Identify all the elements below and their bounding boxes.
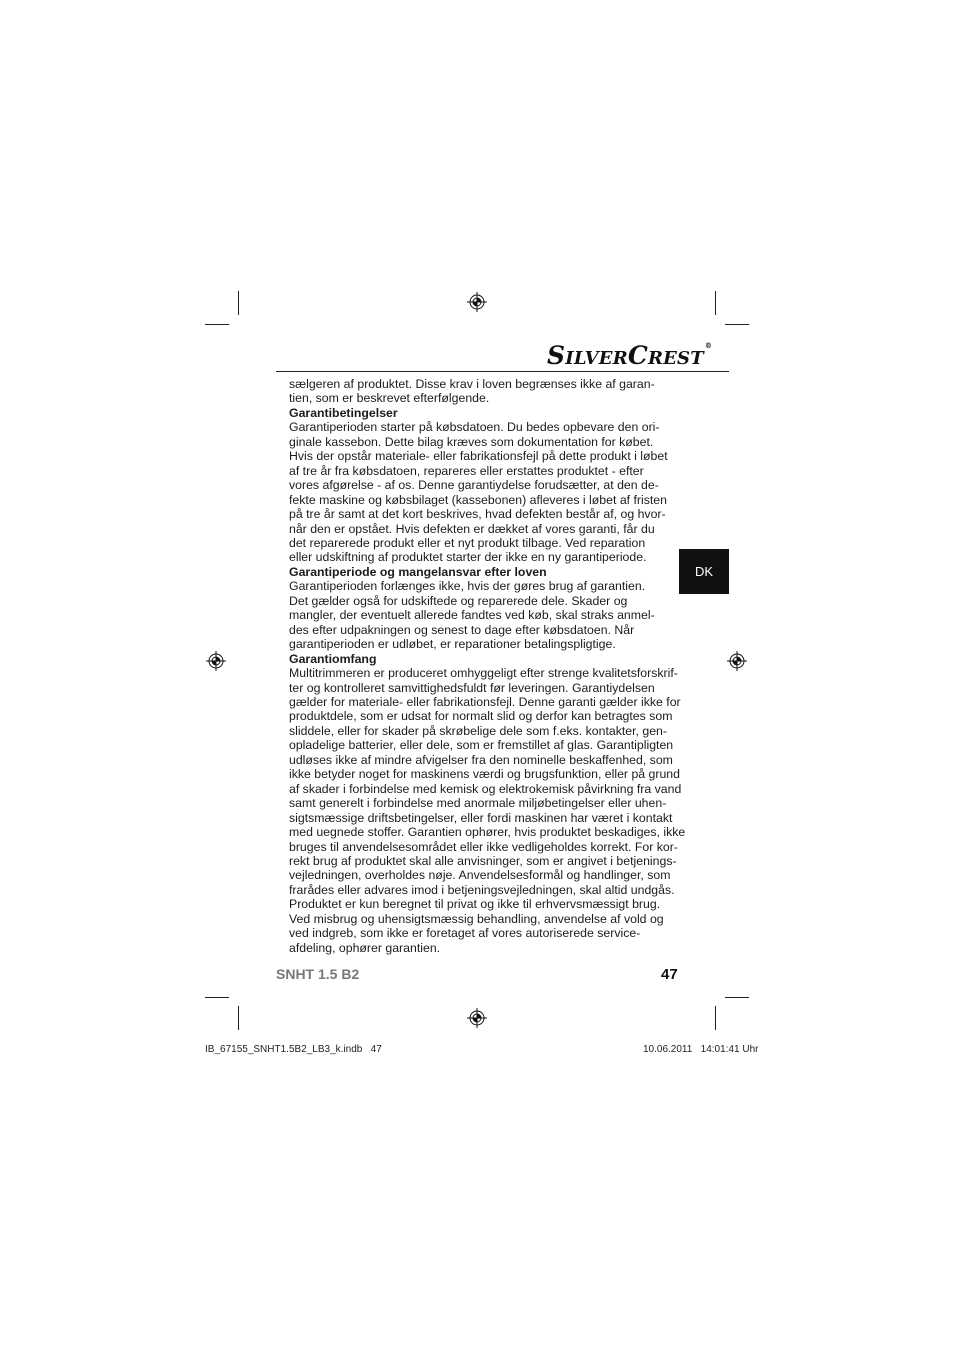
warranty-text	[289, 377, 686, 955]
registration-mark-icon	[467, 292, 487, 312]
body-line: eller udskiftning af produktet starter der ikke en ny garantiperiode.	[289, 550, 647, 565]
body-line: af skader i forbindelse med kemisk og elektrokemisk påvirkning fra vand	[289, 781, 682, 796]
body-line: rekt brug af produktet skal alle anvisninger, som er angivet i betjenings-	[289, 853, 677, 868]
print-slug-file: IB_67155_SNHT1.5B2_LB3_k.indb 47	[205, 1044, 382, 1055]
body-line: opladelige batterier, eller dele, som er fremstillet af glas. Garantipligten	[289, 738, 674, 753]
body-line: ter og kontrolleret samvittighedsfuldt før leveringen. Garantiydelsen	[289, 680, 655, 695]
crop-mark	[725, 997, 749, 998]
body-line: Garantiperioden forlænges ikke, hvis der gøres brug af garantien.	[289, 579, 646, 594]
body-line: Det gælder også for udskiftede og reparerede dele. Skader og	[289, 593, 628, 608]
page-number: 47	[661, 966, 678, 983]
language-tab	[679, 549, 729, 594]
body-line: garantiperioden er udløbet, er reparationer betalingspligtige.	[289, 637, 616, 652]
body-line: vejledningen, overholdes nøje. Anvendelsesformål og handlinger, som	[289, 868, 671, 883]
body-line: Garantiperioden starter på købsdatoen. Du bedes opbevare den ori-	[289, 420, 660, 435]
print-slug-date: 10.06.2011 14:01:41 Uhr	[643, 1044, 759, 1055]
body-line: Produktet er kun beregnet til privat og ikke til erhvervsmæssigt brug.	[289, 897, 661, 912]
body-line: Hvis der opstår materiale- eller fabrikationsfejl på dette produkt i løbet	[289, 449, 668, 464]
crop-mark	[715, 1006, 716, 1030]
body-line: tien, som er beskrevet efterfølgende.	[289, 391, 490, 406]
body-line: des efter udpakningen og senest to dage efter købsdatoen. Når	[289, 622, 635, 637]
body-line: sælgeren af produktet. Disse krav i loven begrænses ikke af garan-	[289, 377, 655, 391]
body-line: produktdele, som er udsat for normalt slid og derfor kan betragtes som	[289, 709, 673, 724]
body-line: Multitrimmeren er produceret omhyggeligt efter strenge kvalitetsforskrif-	[289, 666, 678, 681]
body-line: bruges til anvendelsesområdet eller ikke vedligeholdes korrekt. For kor-	[289, 839, 678, 854]
body-line: med uegnede stoffer. Garantien ophører, hvis produktet beskadiges, ikke	[289, 825, 686, 840]
body-line: sigtsmæssige driftsbetingelser, eller fordi maskinen har været i kontakt	[289, 810, 673, 825]
header-rule	[276, 371, 729, 372]
body-line: afdeling, ophører garantien.	[289, 940, 441, 955]
registration-mark-icon	[467, 1008, 487, 1028]
body-line: ikke betyder noget for maskinens værdi og brugsfunktion, eller på grund	[289, 767, 680, 782]
section-heading: Garantiomfang	[289, 651, 377, 666]
crop-mark	[715, 291, 716, 315]
body-line: samt generelt i forbindelse med anormale miljøbetingelser eller uhen-	[289, 796, 667, 811]
language-tab-label: DK	[694, 564, 714, 579]
body-line: sliddele, eller for skader på skrøbelige dele som f.eks. kontakter, gen-	[289, 723, 667, 738]
body-line: gælder for materiale- eller fabrikationsfejl. Denne garanti gælder ikke for	[289, 694, 681, 709]
body-line: på tre år samt at det kort beskrives, hvad defekten består af, og hvor-	[289, 507, 666, 522]
body-line: det reparerede produkt eller et nyt produkt tilbage. Ved reparation	[289, 535, 646, 550]
crop-mark	[725, 324, 749, 325]
body-line: når den er opstået. Hvis defekten er dækket af vores garanti, får du	[289, 521, 655, 536]
body-line: fekte maskine og købsbilaget (kassebonen) afleveres i løbet af fristen	[289, 492, 667, 507]
body-line: Ved misbrug og uhensigtsmæssig behandling, anvendelse af vold og	[289, 911, 664, 926]
body-line: ved indgreb, som ikke er foretaget af vores autoriserede service-	[289, 926, 641, 941]
body-line: ginale kassebon. Dette bilag kræves som dokumentation for købet.	[289, 434, 654, 449]
brand-logo: SILVERCREST®	[547, 341, 713, 370]
crop-mark	[205, 997, 229, 998]
body-line: mangler, der eventuelt allerede fandtes ved køb, skal straks anmel-	[289, 608, 655, 623]
registration-mark-icon	[206, 651, 226, 671]
section-heading: Garantiperiode og mangelansvar efter loven	[289, 564, 547, 579]
crop-mark	[205, 324, 229, 325]
crop-mark	[238, 1006, 239, 1030]
body-line: udløses ikke af mindre afvigelser fra den nominelle beskaffenhed, som	[289, 752, 673, 767]
body-line: frarådes eller advares imod i betjeningsvejledningen, skal altid undgås.	[289, 882, 675, 897]
crop-mark	[238, 291, 239, 315]
registration-mark-icon	[727, 651, 747, 671]
model-number: SNHT 1.5 B2	[276, 966, 360, 982]
section-heading: Garantibetingelser	[289, 405, 398, 420]
body-line: af tre år fra købsdatoen, repareres eller erstattes produktet - efter	[289, 463, 644, 478]
body-line: vores afgørelse - af os. Denne garantiydelse forudsætter, at den de-	[289, 478, 659, 493]
